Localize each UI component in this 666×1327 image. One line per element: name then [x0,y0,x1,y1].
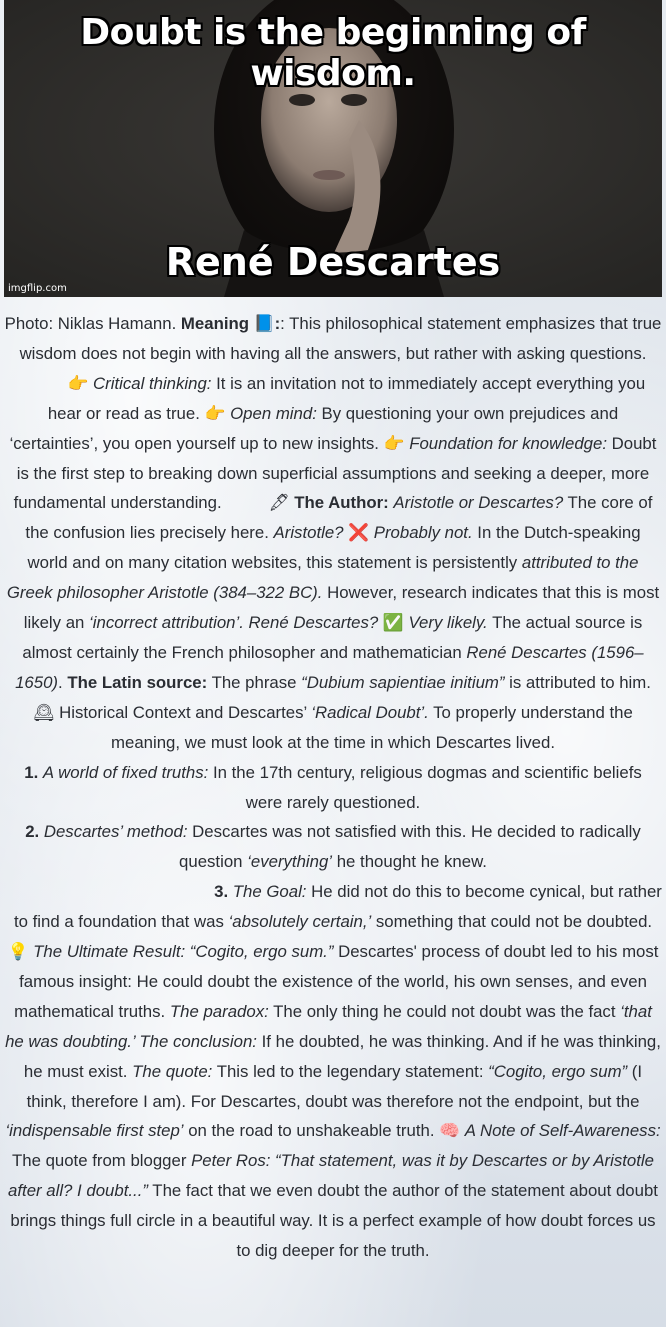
list-item-end: he thought he knew. [332,852,487,872]
ultimate-result-label: The Ultimate Result: “Cogito, ergo sum.” [33,942,334,962]
photo-credit: Photo: Niklas Hamann. [4,314,177,333]
self-awareness-label: A Note of Self-Awareness: [464,1121,661,1141]
phrase-text: The phrase [211,672,302,692]
author-question: Aristotle or Descartes? [393,493,564,513]
doubting-quote: ‘that he was doubting.’ The conclusion: [5,1001,652,1051]
historical-text: Historical Context and Descartes’ [54,702,312,722]
meaning-text: : This philosophical statement emphasizes that true wisdom does not begin with having all the answers, but rather with asking questions. [19,314,662,363]
list-item-number: 2. [25,822,40,842]
meme-top-caption: Doubt is the beginning of wisdom. [80,12,586,94]
list-item-text: In the 17th century, religious dogmas and scientific beliefs were rarely questioned. [208,762,642,812]
list-item-text: Descartes was not satisfied with this. He decided to radically question [179,822,641,872]
critical-thinking-label: Critical thinking: [93,373,212,393]
list-item [4,817,662,877]
attributed-aristotle: attributed to the Greek philosopher Aristotle (384–322 BC). [6,553,639,603]
list-item-label: Descartes’ method: [43,822,188,842]
list-item-number: 1. [24,762,39,782]
author-text: The core of the confusion lies precisely here. [25,493,653,543]
cogito-quote: “Cogito, ergo sum” [488,1061,628,1081]
author-heading: The Author: [294,493,389,513]
source-text: The actual source is almost certainly the French philosopher and mathematician [22,613,643,662]
clock-icon: 🕰 [33,701,55,722]
cross-mark-icon: ❌ [348,522,370,543]
pen-icon: 🖋 [268,492,290,513]
conclusion-text: If he doubted, he was thinking. And if he was thinking, he must exist. [23,1031,661,1081]
pointing-hand-icon: 👉 [67,372,89,393]
open-mind-text: By questioning your own prejudices and ‘certainties’, you open yourself up to new insights. [9,403,619,453]
understand-text: To properly understand the meaning, we must look at the time in which Descartes lived. [111,702,633,752]
very-likely: Very likely. [408,613,488,633]
paradox-label: The paradox: [169,1001,269,1021]
article-paragraph: Photo: Niklas Hamann. Meaning 📘:: This philosophical statement emphasizes that true wisdom does not begin with having all the answers, but rather with asking questions. 👉 Critical thinking: It is an invitation not to immediately accept everything you hear or read as true. 👉 Open mind: By questioning your own prejudices and ‘certainties’, you open yourself up to new insights. 👉 Foundation for knowledge: Doubt is the first step to breaking down superficial assumptions and seeking a deeper, more fundamental understanding. 🖋 The Author: Aristotle or Descartes? The core of the confusion lies precisely here. Aristotle? ❌ Probably not. In the Dutch-speaking world and on many citation websites, this statement is persistently attributed to the Greek philosopher Aristotle (384–322 BC). However, research indicates that this is most likely an ‘incorrect attribution’. René Descartes? ✅ Very likely. The actual source is almost certainly the French philosopher and mathematician René Descartes (1596–1650). The Latin source: The phrase “Dubium sapientiae initium” is attributed to him. 🕰 Historical Context and Descartes’ ‘Radical Doubt’. To properly understand the meaning, we must look at the time in which Descartes lived. [4,313,662,752]
imgflip-watermark: imgflip.com [8,283,67,294]
road-text: on the road to unshakeable truth. [183,1121,440,1141]
therefore-text: (I think, therefore I am). For Descartes, doubt was therefore not the endpoint, but the [26,1061,643,1111]
list-item-end: something that could not be doubted. [371,912,653,932]
article-body [4,309,662,1266]
indispensable-step: ‘indispensable first step’ [5,1121,184,1141]
latin-phrase: “Dubium sapientiae initium” [301,672,505,692]
descartes-question: René Descartes? [248,613,379,633]
list-item [4,758,662,818]
article-paragraph [4,877,662,1266]
probably-not: Probably not. [373,523,473,543]
aristotle-question: Aristotle? [273,523,344,543]
incorrect-attribution: ‘incorrect attribution’. [89,613,244,633]
quote-text: This led to the legendary statement: [212,1061,489,1081]
closing-text: The fact that we even doubt the author of the statement about doubt brings things full circle in a beautiful way. It is a perfect example of how doubt forces us to dig deeper for the truth. [10,1181,658,1261]
research-text: However, research indicates that this is most likely an [23,583,660,633]
critical-thinking-text: It is an invitation not to immediately accept everything you hear or read as true. [47,373,646,423]
meme-image [4,0,662,297]
everything-emphasis: ‘everything’ [247,852,333,872]
meme-bottom-caption: René Descartes [165,240,501,284]
list-item-text: He did not do this to become cynical, but rather to find a foundation that was [13,882,662,932]
latin-source-heading: The Latin source: [67,672,208,692]
pointing-hand-icon: 👉 [383,432,405,453]
paradox-text: The only thing he could not doubt was the fact [268,1001,621,1021]
lightbulb-icon: 💡 [7,941,29,962]
absolutely-certain: ‘absolutely certain,’ [228,912,372,932]
pointing-hand-icon: 👉 [204,402,226,423]
ultimate-result-text: Descartes' process of doubt led to his most famous insight: He could doubt the existence of the world, his own senses, and even mathematical truths. [14,942,659,1021]
brain-icon: 🧠 [439,1120,461,1141]
dutch-text: In the Dutch-speaking world and on many citation websites, this statement is persistently [27,523,641,573]
period: . [58,672,63,692]
foundation-text: Doubt is the first step to breaking down superficial assumptions and seeking a deeper, more fundamental understanding. [13,433,657,513]
radical-doubt: ‘Radical Doubt’. [311,702,429,722]
meaning-heading: Meaning [180,314,249,333]
book-icon: 📘 [253,313,275,333]
open-mind-label: Open mind: [230,403,317,423]
foundation-label: Foundation for knowledge: [409,433,607,453]
attributed-him: is attributed to him. [504,672,651,692]
check-mark-icon: ✅ [382,612,404,633]
list-item-number: 3. [214,882,229,902]
peter-ros-quote: Peter Ros: “That statement, was it by Descartes or by Aristotle after all? I doubt...” [8,1151,654,1201]
list-item-label: A world of fixed truths: [42,762,209,782]
note-text: The quote from blogger [11,1151,192,1171]
list-item-label: The Goal: [232,882,307,902]
quote-label: The quote: [132,1061,213,1081]
descartes-dates: René Descartes (1596–1650) [15,642,644,692]
